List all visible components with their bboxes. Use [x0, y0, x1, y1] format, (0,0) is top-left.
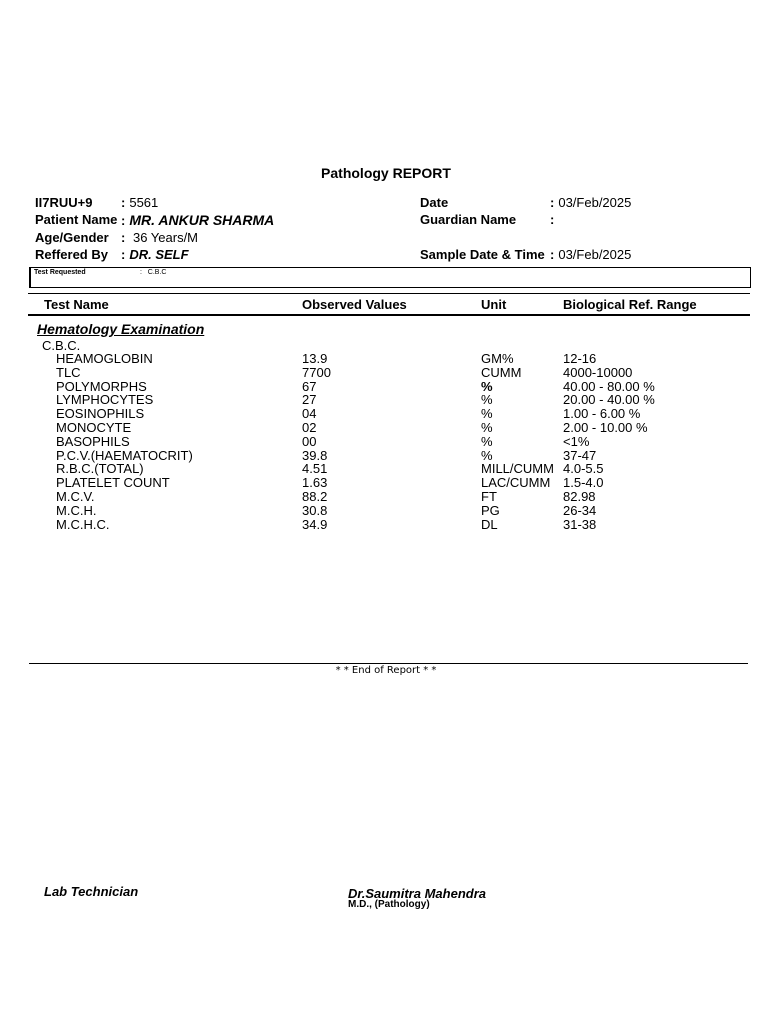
observed-value: 04: [302, 406, 317, 422]
age-gender-field: : 36 Years/M: [121, 230, 199, 245]
sample-date-label: Sample Date & Time: [420, 247, 545, 262]
table-row: [0, 421, 768, 435]
age-gender-value: 36 Years/M: [132, 230, 199, 245]
observed-value: 00: [302, 433, 317, 449]
unit: %: [481, 433, 493, 449]
test-name: PLATELET COUNT: [56, 475, 170, 491]
test-name: BASOPHILS: [56, 433, 130, 449]
ref-range: 37-47: [563, 447, 597, 463]
test-name: LYMPHOCYTES: [56, 392, 154, 408]
referred-by-value: DR. SELF: [129, 247, 189, 262]
id-field: : 5561: [121, 195, 159, 210]
date-label: Date: [420, 195, 449, 210]
ref-range: 20.00 - 40.00 %: [563, 392, 655, 408]
ref-range: 82.98: [563, 489, 596, 504]
test-name: HEAMOGLOBIN: [56, 351, 153, 366]
ref-range: 1.00 - 6.00 %: [563, 406, 641, 422]
unit: MILL/CUMM: [481, 461, 554, 477]
ref-range: 4.0-5.5: [563, 461, 604, 477]
sample-date-value: 03/Feb/2025: [558, 247, 632, 262]
age-gender-label: Age/Gender: [35, 230, 109, 245]
ref-range: 31-38: [563, 516, 597, 532]
table-row: [0, 476, 768, 490]
observed-value: 88.2: [302, 489, 328, 504]
observed-value: 39.8: [302, 447, 328, 463]
referred-by-field: : DR. SELF: [121, 247, 189, 262]
doctor-degree: M.D., (Pathology): [348, 899, 430, 910]
subsection-title: C.B.C.: [42, 338, 81, 353]
column-header-unit: Unit: [481, 297, 507, 312]
ref-range: 1.5-4.0: [563, 475, 604, 491]
observed-value: 1.63: [302, 475, 328, 491]
observed-value: 34.9: [302, 516, 328, 532]
unit: CUMM: [481, 364, 522, 380]
test-requested-value: : C.B.C: [140, 269, 167, 276]
observed-value: 7700: [302, 364, 331, 380]
table-row: [0, 366, 768, 380]
ref-range: 40.00 - 80.00 %: [563, 378, 655, 394]
observed-value: 02: [302, 420, 317, 435]
observed-value: 4.51: [302, 461, 328, 477]
test-requested-box: [29, 267, 751, 288]
test-name: P.C.V.(HAEMATOCRIT): [56, 447, 193, 463]
sample-date-field: : 03/Feb/2025: [550, 247, 632, 262]
lab-technician-signature: Lab Technician: [44, 884, 139, 899]
patient-name-value: MR. ANKUR SHARMA: [129, 212, 275, 228]
header-bottom-rule: [28, 314, 750, 316]
end-of-report: * * End of Report * *: [335, 665, 437, 676]
end-rule: [29, 663, 748, 664]
header-top-rule: [28, 293, 750, 294]
report-title: Pathology REPORT: [321, 165, 451, 181]
table-row: [0, 518, 768, 532]
table-row: [0, 352, 768, 366]
unit: %: [481, 420, 493, 435]
id-label: II7RUU+9: [35, 195, 93, 210]
unit: PG: [481, 502, 500, 518]
column-header-test-name: Test Name: [44, 297, 109, 312]
column-header-ref-range: Biological Ref. Range: [563, 297, 697, 312]
id-value: 5561: [129, 195, 159, 210]
unit: GM%: [481, 351, 514, 366]
unit: %: [481, 447, 493, 463]
observed-value: 13.9: [302, 351, 328, 366]
unit: FT: [481, 489, 497, 504]
table-row: [0, 435, 768, 449]
patient-name-label: Patient Name: [35, 212, 118, 227]
ref-range: 2.00 - 10.00 %: [563, 420, 648, 435]
test-name: POLYMORPHS: [56, 378, 147, 394]
ref-range: 4000-10000: [563, 364, 633, 380]
test-name: TLC: [56, 364, 81, 380]
test-name: M.C.H.C.: [56, 516, 110, 532]
unit: %: [481, 406, 493, 422]
unit: DL: [481, 516, 498, 532]
test-name: EOSINOPHILS: [56, 406, 145, 422]
test-name: M.C.V.: [56, 489, 95, 504]
date-field: : 03/Feb/2025: [550, 195, 632, 210]
unit: %: [481, 392, 493, 408]
date-value: 03/Feb/2025: [558, 195, 632, 210]
observed-value: 30.8: [302, 502, 328, 518]
patient-name-field: : MR. ANKUR SHARMA: [121, 212, 275, 228]
table-row: [0, 490, 768, 504]
test-name: M.C.H.: [56, 502, 97, 518]
ref-range: 26-34: [563, 502, 597, 518]
guardian-name-field: :: [550, 212, 555, 227]
column-header-observed-values: Observed Values: [302, 297, 407, 312]
test-name: R.B.C.(TOTAL): [56, 461, 144, 477]
table-row: [0, 504, 768, 518]
ref-range: 12-16: [563, 351, 597, 366]
section-title: Hematology Examination: [37, 321, 205, 337]
observed-value: 67: [302, 378, 317, 394]
referred-by-label: Reffered By: [35, 247, 108, 262]
unit: %: [481, 378, 493, 394]
unit: LAC/CUMM: [481, 475, 551, 491]
test-name: MONOCYTE: [56, 420, 132, 435]
guardian-name-label: Guardian Name: [420, 212, 517, 227]
doctor-name: Dr.Saumitra Mahendra: [348, 886, 486, 901]
observed-value: 27: [302, 392, 317, 408]
test-requested-label: Test Requested: [34, 269, 86, 276]
ref-range: <1%: [563, 433, 590, 449]
